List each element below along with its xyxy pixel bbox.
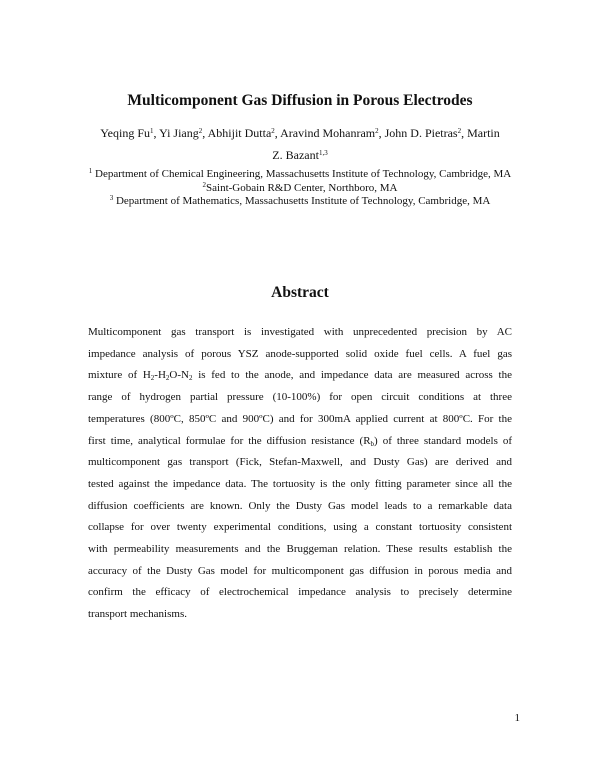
page-number: 1 (514, 712, 520, 724)
affiliation-text: Department of Chemical Engineering, Massachusetts Institute of Technology, Cambridge, MA (95, 168, 512, 180)
abstract-line: tested against the impedance data. The tortuosity is the only fitting parameter since all the (88, 477, 512, 490)
author-name: Yi Jiang (159, 126, 199, 140)
affiliation (80, 182, 520, 196)
abstract-body (88, 322, 512, 626)
author-affiliation-mark: 2 (198, 127, 203, 135)
author-name: Yeqing Fu (100, 126, 151, 140)
affiliation-text: Department of Mathematics, Massachusetts Institute of Technology, Cambridge, MA (115, 195, 491, 208)
abstract-line: first time, analytical formulae for the diffusion resistance $(R_b)$ of three standard models of (88, 434, 512, 448)
abstract-line: confirm the efficacy of electrochemical impedance analysis to precisely determine (88, 586, 512, 599)
author-name: John D. Pietras (384, 126, 458, 140)
affiliation-mark: 3 (109, 194, 114, 203)
author-list: Yeqing Fu$^1$, Yi Jiang$^2$, Abhijit Dutta$^2$, Aravind Mohanram$^2$, John D. Pietras$^2$, Martin Z. Bazant$^{1,3}$ (100, 126, 500, 162)
abstract-line: multicomponent gas transport (Fick, Stefan-Maxwell, and Dusty Gas) are derived and (88, 456, 512, 469)
author-name: Abhijit Dutta (207, 126, 272, 140)
author-name: Aravind Mohanram (280, 126, 376, 140)
author-affiliation-mark: 1 (150, 127, 154, 135)
author-affiliation-mark: 2 (457, 127, 462, 135)
affiliation-mark: 2 (202, 180, 207, 189)
author-name: Martin Z. Bazant (272, 126, 500, 162)
abstract-line: transport mechanisms. (88, 608, 187, 621)
affiliation-text: Saint-Gobain R&D Center, Northboro, MA (206, 181, 398, 194)
author-affiliation-mark: 1,3 (318, 149, 328, 157)
affiliation-list (80, 168, 520, 209)
author-affiliation-mark: 2 (271, 127, 275, 135)
abstract-line: range of hydrogen partial pressure (10-100%) for open circuit conditions at three (88, 391, 512, 404)
author-affiliation-mark: 2 (375, 127, 379, 135)
abstract-line: with permeability measurements and the Bruggeman relation. These results establish the (88, 543, 512, 556)
abstract-line: collapse for over twenty experimental conditions, using a constant tortuosity consistent (88, 521, 512, 534)
abstract-line: temperatures (800ºC, 850ºC and 900ºC) and for 300mA applied current at 800ºC. For the (88, 412, 512, 425)
abstract-line: mixture of $H_2-H_2O-N_2$ is fed to the anode, and impedance data are measured across the (88, 369, 512, 383)
abstract-line: impedance analysis of porous YSZ anode-supported solid oxide fuel cells. A fuel gas (88, 347, 512, 360)
affiliation (80, 195, 520, 209)
abstract-line: diffusion coefficients are known. Only the Dusty Gas model leads to a remarkable data (88, 499, 512, 512)
abstract-heading: Abstract (271, 284, 329, 301)
abstract-line: Multicomponent gas transport is investigated with unprecedented precision by AC (88, 326, 512, 338)
affiliation-mark: 1 (88, 167, 93, 175)
abstract-line: accuracy of the Dusty Gas model for multicomponent gas diffusion in porous media and (88, 564, 512, 577)
affiliation (80, 168, 520, 182)
paper-title: Multicomponent Gas Diffusion in Porous Electrodes (127, 92, 473, 109)
